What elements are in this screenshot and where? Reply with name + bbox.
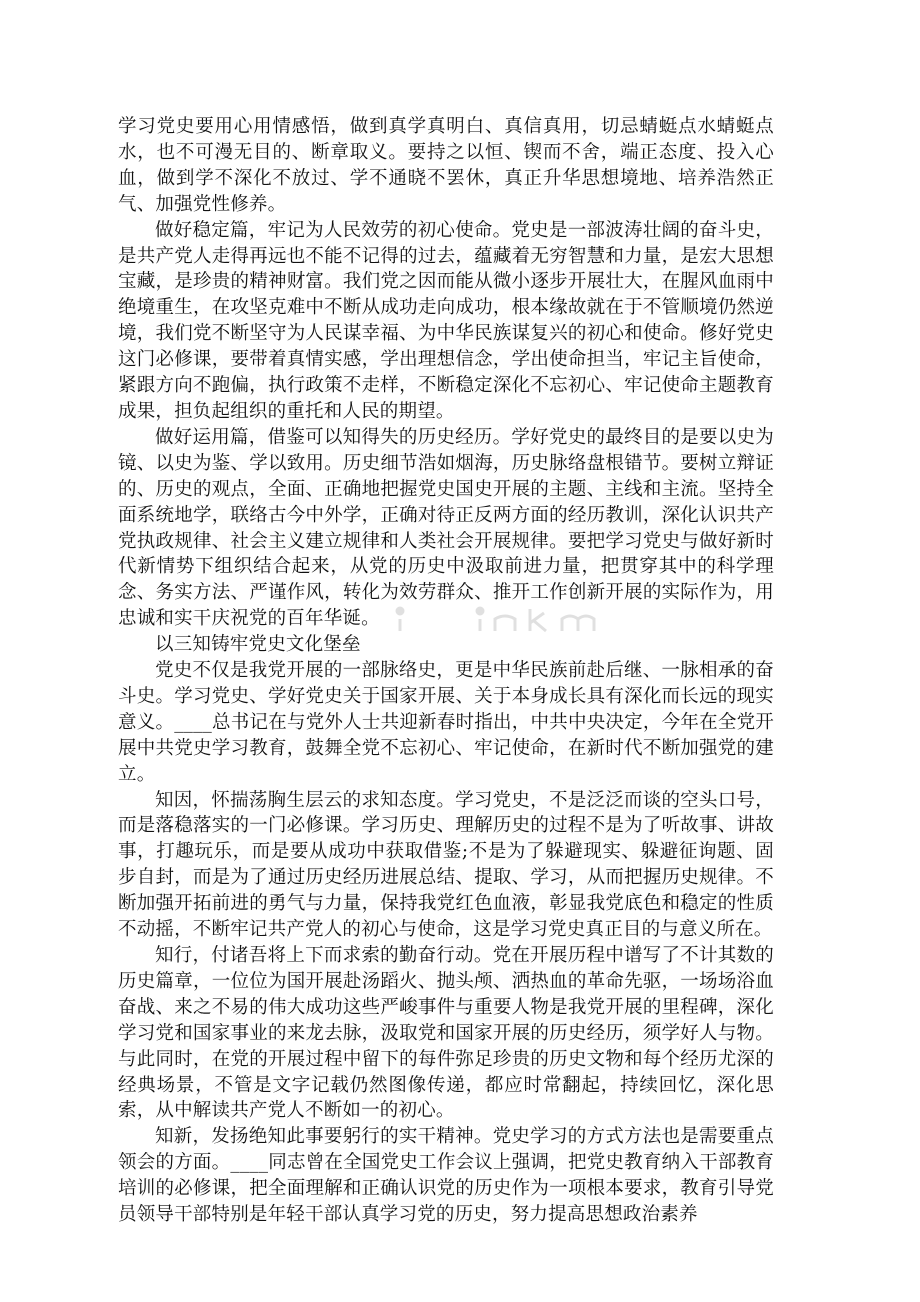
paragraph-2: 做好稳定篇，牢记为人民效劳的初心使命。党史是一部波涛壮阔的奋斗史，是共产党人走得再远也不能不记得的过去，蕴藏着无穷智慧和力量，是宏大思想宝藏，是珍贵的精神财富。我们党之因而能从微小逐步开展壮大，在腥风血雨中绝境重生，在攻坚克难中不断从成功走向成功，根本缘故就在于不管顺境仍然逆境，我们党不断坚守为人民谋幸福、为中华民族谋复兴的初心和使命。修好党史这门必修课，要带着真情实感，学出理想信念，学出使命担当，牢记主旨使命，紧跟方向不跑偏，执行政策不走样，不断稳定深化不忘初心、牢记使命主题教育成果，担负起组织的重托和人民的期望。 [118, 219, 774, 422]
paragraph-1: 学习党史要用心用情感悟，做到真学真明白、真信真用，切忌蜻蜓点水蜻蜓点水，也不可漫无目的、断章取义。要持之以恒、锲而不舍，端正态度、投入心血，做到学不深化不放过、学不通晓不罢休，真正升华思想境地、培养浩然正气、加强党性修养。 [118, 116, 774, 215]
paragraph-4: 党史不仅是我党开展的一部脉络史，更是中华民族前赴后继、一脉相承的奋斗史。学习党史、学好党史关于国家开展、关于本身成长具有深化而长远的现实意义。____总书记在与党外人士共迎新春时指出，中共中央决定，今年在全党开展中共党史学习教育，鼓舞全党不忘初心、牢记使命，在新时代不断加强党的建立。 [118, 660, 774, 785]
paragraph-6: 知行，付诸吾将上下而求索的勤奋行动。党在开展历程中谱写了不计其数的历史篇章，一位位为国开展赴汤蹈火、抛头颅、洒热血的革命先驱，一场场浴血奋战、来之不易的伟大成功这些严峻事件与重要人物是我党开展的里程碑，深化学习党和国家事业的来龙去脉，汲取党和国家开展的历史经历，须学好人与物。与此同时，在党的开展过程中留下的每件弥足珍贵的历史文物和每个经历尤深的经典场景，不管是文字记载仍然图像传递，都应时常翻起，持续回忆，深化思索，从中解读共产党人不断如一的初心。 [118, 945, 774, 1122]
section-heading: 以三知铸牢党史文化堡垒 [155, 634, 361, 656]
paragraph-5: 知因，怀揣荡胸生层云的求知态度。学习党史，不是泛泛而谈的空头口号，而是落稳落实的一门必修课。学习历史、理解历史的过程不是为了听故事、讲故事，打趣玩乐，而是要从成功中获取借鉴;不是为了躲避现实、躲避征询题、固步自封，而是为了通过历史经历进展总结、提取、学习，从而把握历史规律。不断加强开拓前进的勇气与力量，保持我党红色血液，彰显我党底色和稳定的性质不动摇，不断牢记共产党人的初心与使命，这是学习党史真正目的与意义所在。 [118, 789, 774, 941]
document-body [118, 114, 774, 1228]
paragraph-7: 知新，发扬绝知此事要躬行的实干精神。党史学习的方式方法也是需要重点领会的方面。____同志曾在全国党史工作会议上强调，把党史教育纳入干部教育培训的必修课，把全面理解和正确认识党的历史作为一项根本要求，教育引导党员领导干部特别是年轻干部认真学习党的历史，努力提高思想政治素养 [118, 1126, 774, 1226]
paragraph-3: 做好运用篇，借鉴可以知得失的历史经历。学好党史的最终目的是要以史为镜、以史为鉴、学以致用。历史细节浩如烟海，历史脉络盘根错节。要树立辩证的、历史的观点，全面、正确地把握党史国史开展的主题、主线和主流。坚持全面系统地学，联络古今中外学，正确对待正反两方面的经历教训，深化认识共产党执政规律、社会主义建立规律和人类社会开展规律。要把学习党史与做好新时代新情势下组织结合起来，从党的历史中汲取前进力量，把贯穿其中的科学理念、务实方法、严谨作风，转化为效劳群众、推开工作创新开展的实际作为，用忠诚和实干庆祝党的百年华诞。 [118, 426, 774, 630]
